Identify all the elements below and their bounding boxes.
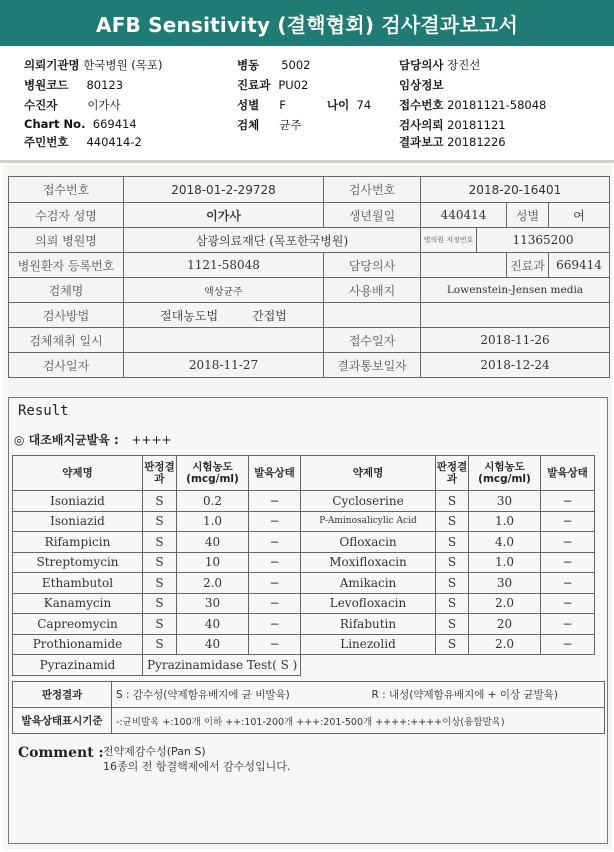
conc-value: 20 [469,614,541,635]
report-label: 결과보고 [399,135,444,149]
legend-growth-label: 발육상태표시기준 [13,708,112,734]
conc-value: 1.0 [469,511,541,532]
judge-value: S [143,573,177,594]
age-label: 나이 [327,98,350,112]
recv-date-value: 2018-11-26 [421,328,610,353]
judge-value: S [436,573,469,594]
specimen-value: 액상균주 [124,278,324,303]
growth-value: − [249,552,301,573]
hospital-label: 의뢰기관명 [24,58,80,72]
table-row [13,593,595,614]
drug-name: Capreomycin [13,614,143,635]
drug-name: Streptomycin [13,552,143,573]
specimen-label: 검체명 [9,278,124,303]
drug-name: Amikacin [301,573,436,594]
growth-value: − [541,552,595,573]
clinical-label: 임상정보 [399,78,444,92]
table-row [13,634,595,655]
judge-value: S [436,614,469,635]
test-date-value: 2018-11-27 [124,353,324,378]
doctor-label: 담당의사 [324,253,421,278]
collect-label: 검체채취 일시 [9,328,124,353]
table-row [13,491,595,512]
doctor-label: 담당의사 [399,58,444,72]
growth-value: − [249,634,301,655]
comment-line-2: 16종의 전 항결핵제에서 감수성입니다. [103,760,291,773]
test-date-label: 검사일자 [9,353,124,378]
reg-label: 병원환자 등록번호 [9,253,124,278]
hosp-value: 삼광의료재단 (목포한국병원) [124,228,421,253]
legend-growth-text: -:균비발육 +:100개 이하 ++:101-200개 +++:201-500개 ++++:++++이상(융합발육) [112,708,605,734]
test-no-label: 검사번호 [324,177,421,203]
info-hospital [24,57,163,73]
col-drug-2: 약제명 [301,456,436,491]
dept-value: PU02 [278,78,309,92]
drug-name: Moxifloxacin [301,552,436,573]
col-judge: 판정결과 [143,456,177,491]
table-row [13,573,595,594]
conc-value: 40 [177,614,249,635]
growth-value: − [541,491,595,512]
table-row [13,552,595,573]
susceptibility-table [12,455,595,676]
medium-value: Lowenstein-Jensen media [421,278,610,303]
info-report [399,134,506,150]
hosp-code-label: 병의원 지정번호 [421,228,477,253]
hosp-code-value: 11365200 [477,228,610,253]
col-drug: 약제명 [13,456,143,491]
sex-label: 성별 [237,98,260,112]
doctor-value: 장진선 [447,58,481,72]
judge-value: S [436,511,469,532]
judge-value: S [436,593,469,614]
growth-value: − [249,511,301,532]
conc-value: 2.0 [469,634,541,655]
growth-value: − [541,634,595,655]
drug-name: Rifabutin [301,614,436,635]
growth-value: − [249,614,301,635]
col-growth-2: 발육상태 [541,456,595,491]
chart-value: 669414 [92,117,137,131]
info-reception [399,97,546,113]
specimen-value: 균주 [279,118,302,132]
conc-value: 1.0 [177,511,249,532]
culture-line [14,431,172,448]
info-age [327,97,371,113]
id-value: 440414-2 [86,135,142,149]
conc-value: 0.2 [177,491,249,512]
growth-value: − [249,532,301,553]
birth-value: 440414 [421,203,507,228]
medium-label: 사용배지 [324,278,421,303]
sex-value: 여 [549,203,610,228]
info-code [24,77,123,93]
blank-cell-2 [421,303,610,328]
report-value: 20181226 [447,135,506,149]
sex-label: 성별 [507,203,549,228]
notify-value: 2018-12-24 [421,353,610,378]
dept-label: 진료과 [507,253,549,278]
method-2: 간접법 [252,308,287,323]
judge-value: S [436,552,469,573]
info-request [399,117,506,133]
drug-name: Prothionamide [13,634,143,655]
dept-value: 669414 [549,253,610,278]
growth-value: − [249,573,301,594]
conc-value: 40 [177,532,249,553]
info-id [24,134,142,150]
method-label: 검사방법 [9,303,124,328]
culture-label: ◎ 대조배지균발육 : [14,433,119,447]
judge-value: S [143,491,177,512]
specimen-label: 검체 [237,118,260,132]
result-title: Result [18,403,69,419]
conc-value: 1.0 [469,552,541,573]
growth-value: − [541,573,595,594]
name-label: 수검자 성명 [9,203,124,228]
id-label: 주민번호 [24,135,69,149]
col-growth: 발육상태 [249,456,301,491]
divider [0,160,614,163]
request-value: 20181121 [447,118,506,132]
info-doctor [399,57,480,73]
comment-line-1: 전약제감수성(Pan S) [103,745,206,758]
drug-name: Isoniazid [13,511,143,532]
chart-label: Chart No. [24,117,86,131]
conc-value: 30 [177,593,249,614]
blank-cell [301,655,595,676]
request-form-table [8,176,610,378]
info-dept [237,77,308,93]
reception-value: 20181121-58048 [447,98,547,112]
blank-cell [324,303,421,328]
patient-label: 수진자 [24,98,58,112]
reg-value: 1121-58048 [124,253,324,278]
conc-value: 40 [177,634,249,655]
reception-label: 접수번호 [399,98,444,112]
info-clinical [399,77,443,93]
doctor-value [421,253,507,278]
patient-value: 이가사 [87,98,121,112]
recv-no-label: 접수번호 [9,177,124,203]
culture-value: ++++ [131,433,172,447]
drug-name: Isoniazid [13,491,143,512]
collect-value [124,328,324,353]
drug-name: Linezolid [301,634,436,655]
table-row [13,614,595,635]
growth-value: − [541,614,595,635]
pyrazinamidase-test: Pyrazinamidase Test( S ) [143,655,301,676]
growth-value: − [541,593,595,614]
comment-label: Comment : [18,745,104,761]
conc-value: 10 [177,552,249,573]
judge-value: S [143,634,177,655]
ward-label: 병동 [237,58,260,72]
drug-name: Rifampicin [13,532,143,553]
judge-value: S [143,511,177,532]
hospital-value: 한국병원 (목포) [83,58,163,72]
legend-judge-s: S : 감수성(약제함유배지에 균 비발육) [112,682,368,708]
method-1: 절대농도법 [160,308,219,323]
growth-value: − [249,593,301,614]
info-ward [237,57,311,73]
drug-name: Pyrazinamid [13,655,143,676]
ward-value: 5002 [281,58,311,72]
drug-name: Levofloxacin [301,593,436,614]
judge-value: S [143,532,177,553]
method-value [124,303,324,328]
age-value: 74 [356,98,372,112]
report-title-bar [0,0,614,46]
recv-no-value: 2018-01-2-29728 [124,177,324,203]
table-row [13,532,595,553]
judge-value: S [143,593,177,614]
judge-value: S [436,491,469,512]
table-row [13,655,595,676]
recv-date-label: 접수일자 [324,328,421,353]
growth-value: − [541,532,595,553]
dept-label: 진료과 [237,78,271,92]
drug-name: Cycloserine [301,491,436,512]
judge-value: S [143,552,177,573]
legend-judge-r: R : 내성(약제함유배지에 + 이상 균발육) [368,682,605,708]
info-patient [24,97,121,113]
conc-value: 4.0 [469,532,541,553]
name-value: 이가사 [124,203,324,228]
judge-value: S [143,614,177,635]
legend-table [12,681,605,734]
table-row [13,511,595,532]
info-specimen [237,117,301,133]
drug-name: Ethambutol [13,573,143,594]
report-title: AFB Sensitivity (결핵협회) 검사결과보고서 [96,12,518,37]
legend-judge-label: 판정결과 [13,682,112,708]
code-label: 병원코드 [24,78,69,92]
judge-value: S [436,532,469,553]
sex-value: F [279,98,286,112]
test-no-value: 2018-20-16401 [421,177,610,203]
col-conc-2: 시험농도(mcg/ml) [469,456,541,491]
code-value: 80123 [86,78,124,92]
drug-name: Kanamycin [13,593,143,614]
judge-value: S [436,634,469,655]
hosp-label: 의뢰 병원명 [9,228,124,253]
col-conc: 시험농도(mcg/ml) [177,456,249,491]
request-label: 검사의뢰 [399,118,444,132]
col-judge-2: 판정결과 [436,456,469,491]
conc-value: 2.0 [177,573,249,594]
info-chart [24,117,137,131]
drug-name: Ofloxacin [301,532,436,553]
birth-label: 생년월일 [324,203,421,228]
growth-value: − [541,511,595,532]
notify-label: 결과통보일자 [324,353,421,378]
drug-name: P-Aminosalicylic Acid [301,511,436,532]
info-sex [237,97,286,113]
conc-value: 2.0 [469,593,541,614]
growth-value: − [249,491,301,512]
conc-value: 30 [469,573,541,594]
conc-value: 30 [469,491,541,512]
comment-body [103,744,290,774]
